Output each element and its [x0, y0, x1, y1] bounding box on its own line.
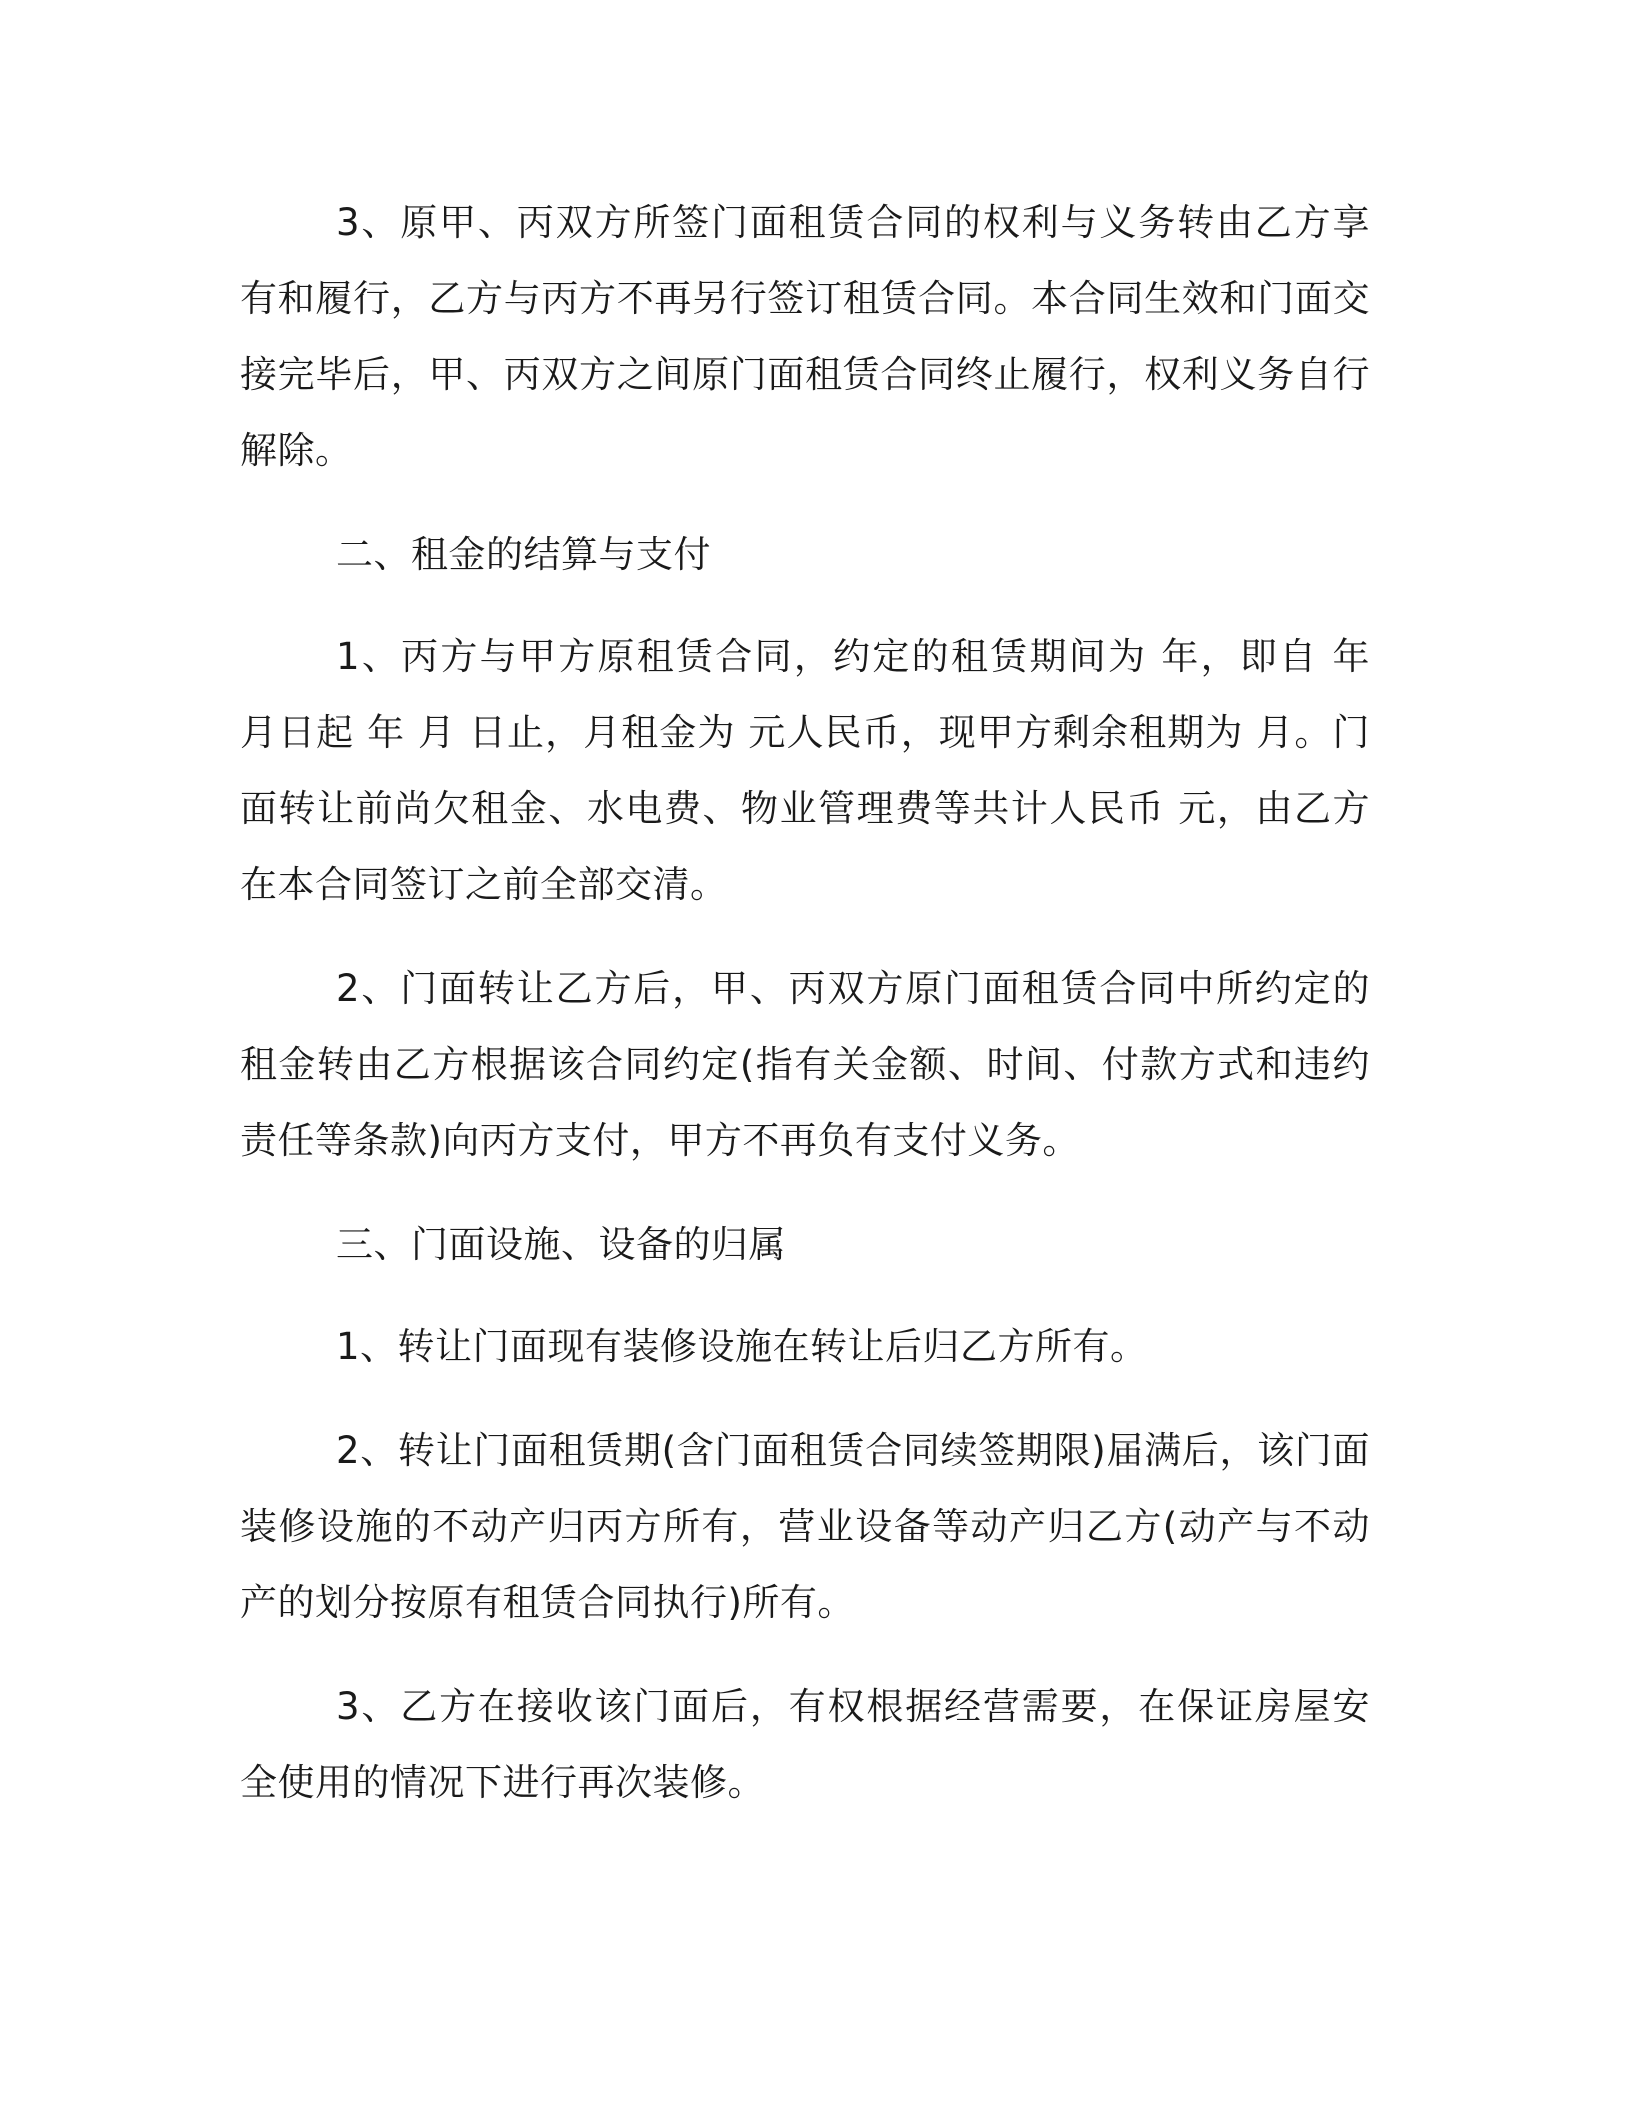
clause-1-3-paragraph: 3、原甲、丙双方所签门面租赁合同的权利与义务转由乙方享有和履行，乙方与丙方不再另行签订租赁合同。本合同生效和门面交接完毕后，甲、丙双方之间原门面租赁合同终止履行，权利义务自行解除。 — [240, 201, 1370, 472]
clause-2-1-paragraph: 1、丙方与甲方原租赁合同，约定的租赁期间为 年，即自 年 月日起 年 月 日止，月租金为 元人民币，现甲方剩余租期为 月。门面转让前尚欠租金、水电费、物业管理费等共计人民币 元，由乙方在本合同签订之前全部交清。 — [240, 635, 1370, 906]
clause-3-2-paragraph: 2、转让门面租赁期(含门面租赁合同续签期限)届满后，该门面装修设施的不动产归丙方所有，营业设备等动产归乙方(动产与不动产的划分按原有租赁合同执行)所有。 — [240, 1429, 1370, 1624]
section-3-heading: 三、门面设施、设备的归属 — [336, 1223, 786, 1266]
section-2-heading: 二、租金的结算与支付 — [336, 533, 711, 576]
clause-3-3-paragraph: 3、乙方在接收该门面后，有权根据经营需要，在保证房屋安全使用的情况下进行再次装修。 — [240, 1685, 1370, 1804]
clause-2-2-paragraph: 2、门面转让乙方后，甲、丙双方原门面租赁合同中所约定的租金转由乙方根据该合同约定(指有关金额、时间、付款方式和违约责任等条款)向丙方支付，甲方不再负有支付义务。 — [240, 967, 1370, 1162]
clause-3-1-paragraph: 1、转让门面现有装修设施在转让后归乙方所有。 — [336, 1325, 1148, 1368]
document-body — [240, 185, 1370, 1821]
